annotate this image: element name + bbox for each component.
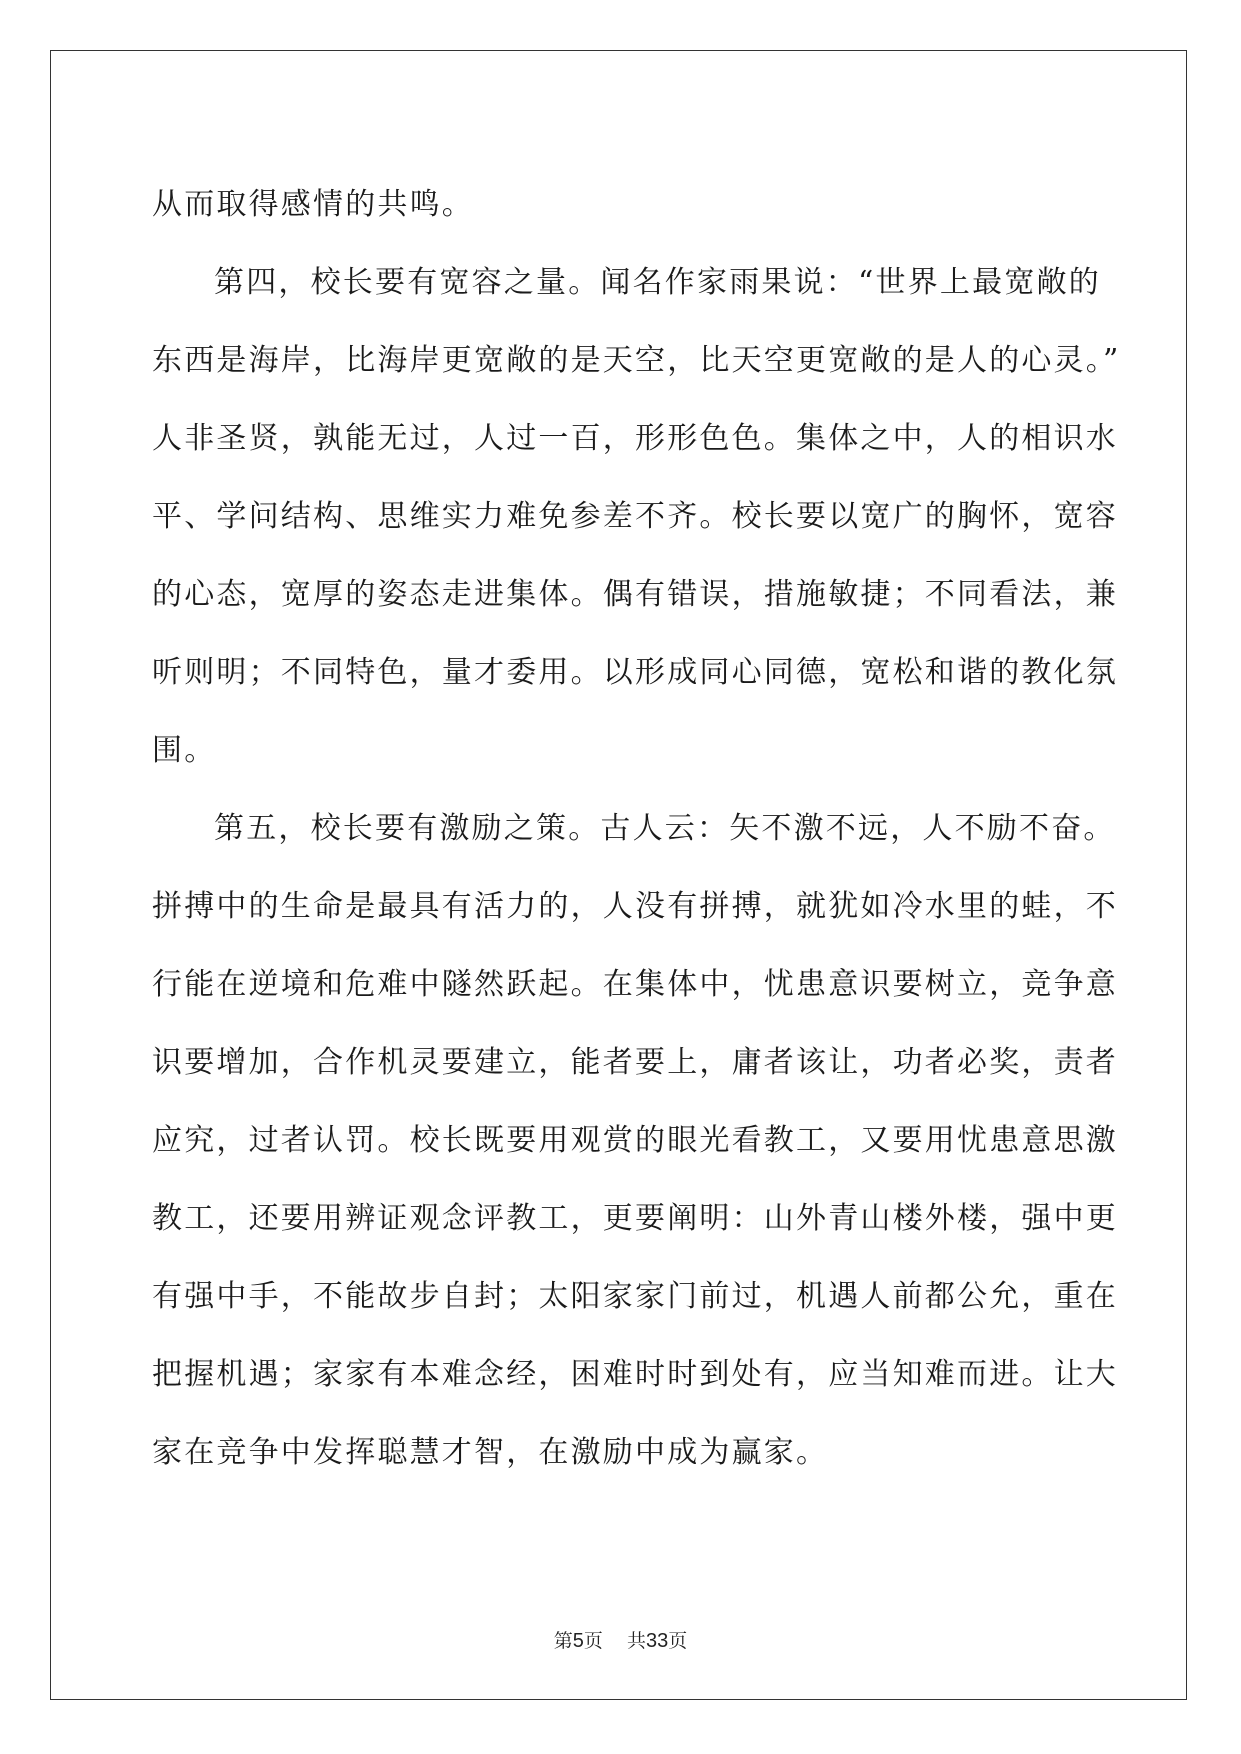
- text-line: 平、学问结构、思维实力难免参差不齐。校长要以宽广的胸怀，宽容: [152, 499, 1118, 534]
- text-line: 围。: [152, 733, 217, 768]
- total-label-suffix: 页: [668, 1630, 688, 1652]
- text-line: 从而取得感情的共鸣。: [152, 187, 474, 222]
- page-label-suffix: 页: [583, 1630, 603, 1652]
- text-line: 东西是海岸，比海岸更宽敞的是天空，比天空更宽敞的是人的心灵。”: [152, 343, 1121, 378]
- text-line: 拼搏中的生命是最具有活力的，人没有拼搏，就犹如冷水里的蛙，不: [152, 889, 1118, 924]
- text-line: 识要增加，合作机灵要建立，能者要上，庸者该让，功者必奖，责者: [152, 1045, 1118, 1080]
- page-footer: [0, 1626, 1241, 1653]
- page-number: 5: [572, 1630, 584, 1652]
- total-label-prefix: 共: [627, 1630, 647, 1652]
- document-body: [152, 166, 1121, 1492]
- text-line: 家在竞争中发挥聪慧才智，在激励中成为赢家。: [152, 1435, 829, 1470]
- text-line: 把握机遇；家家有本难念经，困难时时到处有，应当知难而进。让大: [152, 1357, 1118, 1392]
- text-line: 听则明；不同特色，量才委用。以形成同心同德，宽松和谐的教化氛: [152, 655, 1118, 690]
- total-pages: 33: [646, 1630, 669, 1652]
- text-line: 有强中手，不能故步自封；太阳家家门前过，机遇人前都公允，重在: [152, 1279, 1118, 1314]
- text-line: 应究，过者认罚。校长既要用观赏的眼光看教工，又要用忧患意思激: [152, 1123, 1118, 1158]
- page-label-prefix: 第: [553, 1630, 573, 1652]
- text-line: 行能在逆境和危难中隧然跃起。在集体中，忧患意识要树立，竞争意: [152, 967, 1118, 1002]
- paragraph-start-line: 第五，校长要有激励之策。古人云：矢不激不远，人不励不奋。: [214, 811, 1116, 846]
- text-line: 人非圣贤，孰能无过，人过一百，形形色色。集体之中，人的相识水: [152, 421, 1118, 456]
- text-line: 教工，还要用辨证观念评教工，更要阐明：山外青山楼外楼，强中更: [152, 1201, 1118, 1236]
- text-line: 的心态，宽厚的姿态走进集体。偶有错误，措施敏捷；不同看法，兼: [152, 577, 1118, 612]
- paragraph-start-line: 第四，校长要有宽容之量。闻名作家雨果说：“世界上最宽敞的: [214, 265, 1101, 300]
